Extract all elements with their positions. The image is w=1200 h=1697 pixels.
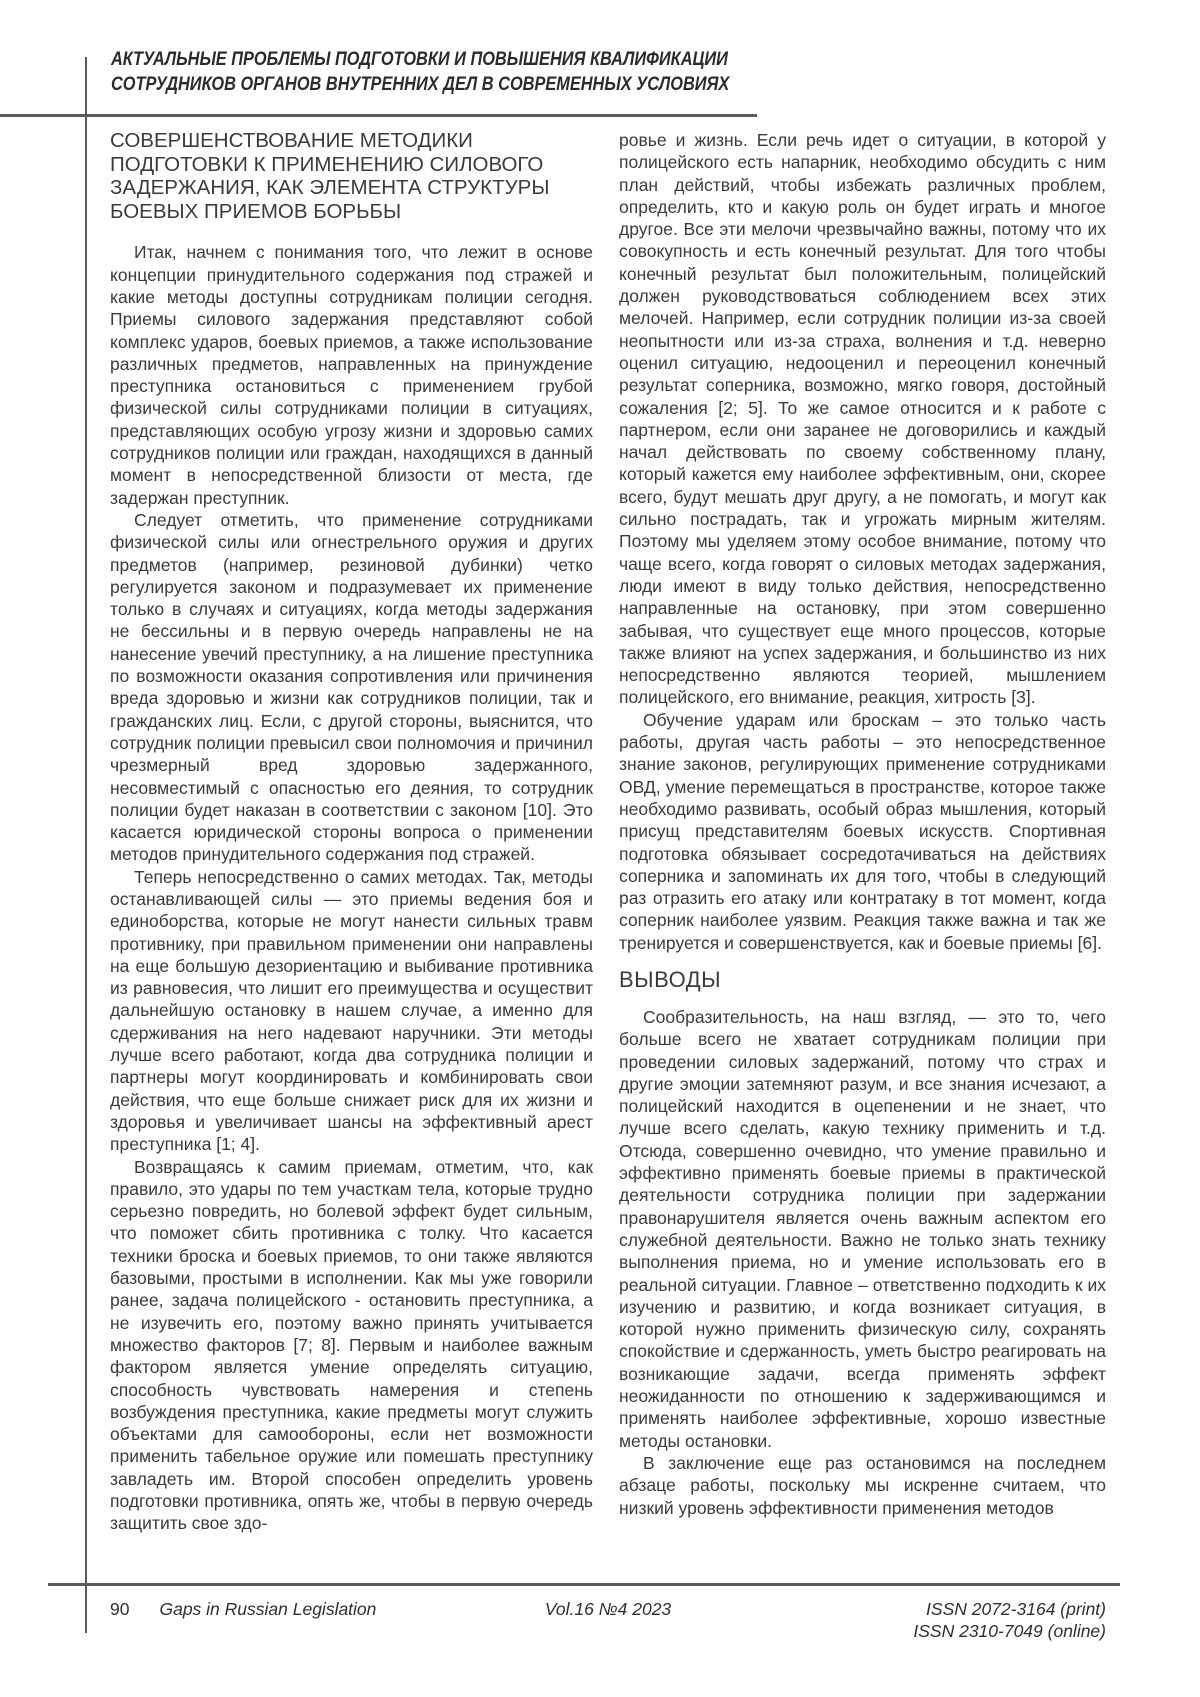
article-paragraph-continuation: ровье и жизнь. Если речь идет о ситуации, в которой у полицейского есть напарник, необходимо обсудить с ним план действий, чтобы избежать различных проблем, определить, кто и какую роль он будет играть и многое другое. Все эти мелочи чрезвычайно важны, потому что их совокупность и есть конечный результат. Для того чтобы конечный результат был положительным, полицейский должен руководствоваться соблюдением всех этих мелочей. Например, если сотрудник полиции из-за своей неопытности или из-за страха, волнения и т.д. неверно оценил ситуацию, недооценил и переоценил конечный результат соперника, возможно, мягко говоря, достойный сожаления [2; 5]. То же самое относится и к работе с партнером, если они заранее не договорились и каждый начал действовать по своему собственному плану, который кажется ему наиболее эффективным, они, скорее всего, будут мешать друг другу, а не помогать, и могут как сильно пострадать, так и угрожать мирным жителям. Поэтому мы уделяем этому особое внимание, потому что чаще всего, когда говорят о силовых методах задержания, люди имеют в виду только действия, непосредственно направленные на остановку, при этом совершенно забывая, что существует еще много процессов, которые также влияют на успех задержания, и большинство из них непосредственно являются теорией, мышлением полицейского, его внимание, реакция, хитрость [3]. bbox=[619, 130, 1106, 708]
page-number: 90 bbox=[110, 1599, 130, 1619]
article-paragraph: Сообразительность, на наш взгляд, — это то, чего больше всего не хватает сотрудникам полиции при проведении силовых задержаний, потому что страх и другие эмоции затемняют разум, и все знания исчезают, а полицейский находится в оцепенении и не знает, что лучше всего сделать, какую технику применить и т.д. Отсюда, совершенно очевидно, что умение правильно и эффективно применять боевые приемы в практической деятельности сотрудника полиции при задержании правонарушителя является очень важным аспектом его служебной деятельности. Важно не только знать технику выполнения приема, но и умение использовать его в реальной ситуации. Главное – ответственно подходить к их изучению и развитию, и когда возникает ситуация, в которой нужно применить физическую силу, сохранять спокойствие и сдержанность, уметь быстро реагировать на возникающие задачи, всегда применять эффект неожиданности по отношению к задерживающимся и применять наиболее эффективные, хорошо известные методы остановки. bbox=[619, 1006, 1106, 1451]
running-head-line-1: АКТУАЛЬНЫЕ ПРОБЛЕМЫ ПОДГОТОВКИ И ПОВЫШЕНИЯ КВАЛИФИКАЦИИ bbox=[111, 49, 728, 70]
running-head-line-2: СОТРУДНИКОВ ОРГАНОВ ВНУТРЕННИХ ДЕЛ В СОВРЕМЕННЫХ УСЛОВИЯХ bbox=[111, 73, 730, 95]
article-paragraph: Итак, начнем с понимания того, что лежит в основе концепции принудительного содержания под стражей и какие методы доступны сотрудникам полиции сегодня. Приемы силового задержания представляют собой комплекс ударов, боевых приемов, а также использование различных предметов, направленных на принуждение преступника остановиться с применением грубой физической силы сотрудниками полиции в ситуациях, представляющих особую угрозу жизни и здоровью самих сотрудников полиции или граждан, находящихся в данный момент в непосредственной близости от места, где задержан преступник. bbox=[110, 242, 593, 508]
running-head bbox=[111, 48, 729, 97]
conclusions-heading: ВЫВОДЫ bbox=[619, 966, 722, 992]
left-vertical-rule bbox=[85, 57, 87, 1633]
issn-print: ISSN 2072-3164 (print) bbox=[926, 1599, 1106, 1619]
volume-issue: Vol.16 №4 2023 bbox=[544, 1599, 672, 1619]
right-column bbox=[619, 129, 1106, 1519]
journal-title: Gaps in Russian Legislation bbox=[159, 1599, 377, 1619]
article-paragraph: Теперь непосредственно о самих методах. Так, методы останавливающей силы — это приемы ведения боя и единоборства, которые не могут нанести сильных травм противнику, при правильном применении они направлены на еще большую дезориентацию и выбивание противника из равновесия, что лишит его преимущества и осуществит дальнейшую остановку в нашем случае, а именно для сдерживания на него надевают наручники. Эти методы лучше всего работают, когда два сотрудника полиции и партнеры могут координировать и комбинировать свои действия, что еще больше снижает риск для их жизни и здоровья и увеличивает шансы на эффективный арест преступника [1; 4]. bbox=[110, 866, 593, 1155]
article-paragraph: Возвращаясь к самим приемам, отметим, что, как правило, это удары по тем участкам тела, которые трудно серьезно повредить, но болевой эффект будет сильным, что поможет сбить противника с толку. Что касается техники броска и боевых приемов, то они также являются базовыми, простыми в исполнении. Как мы уже говорили ранее, задача полицейского - остановить преступника, а не изувечить его, поэтому важно принять учитывается множество факторов [7; 8]. Первым и наиболее важным фактором является умение определять ситуацию, способность чувствовать намерения и степень возбуждения преступника, какие предметы могут служить объектами для самообороны, если нет возможности применить табельное оружие или помешать преступнику завладеть им. Второй способен определить уровень подготовки противника, опять же, чтобы в первую очередь защитить свое здо- bbox=[110, 1156, 593, 1534]
article-paragraph: В заключение еще раз остановимся на последнем абзаце работы, поскольку мы искренне считаем, что низкий уровень эффективности применения методов bbox=[619, 1452, 1106, 1518]
article-paragraph: Следует отметить, что применение сотрудниками физической силы или огнестрельного оружия и других предметов (например, резиновой дубинки) четко регулируется законом и подразумевает их применение только в случаях и ситуациях, когда методы задержания не бессильны и в первую очередь направлены не на нанесение увечий преступнику, а на лишение преступника по возможности оказания сопротивления или причинения вреда здоровью и жизни как сотрудников полиции, так и гражданских лиц. Если, с другой стороны, выяснится, что сотрудник полиции превысил свои полномочия и причинил чрезмерный вред здоровью задержанного, несовместимый с опасностью его деяния, то сотрудник полиции будет наказан в соответствии с законом [10]. Это касается юридической стороны вопроса о применении методов принудительного содержания под стражей. bbox=[110, 509, 593, 865]
page-footer bbox=[110, 1598, 1106, 1642]
footer-rule bbox=[48, 1583, 1120, 1586]
article-paragraph: Обучение ударам или броскам – это только часть работы, другая часть работы – это непосредственное знание законов, регулирующих применение сотрудниками ОВД, умение перемещаться в пространстве, которое также необходимо развивать, особый образ мышления, который присущ представителям боевых искусств. Спортивная подготовка обязывает сосредотачиваться на действиях соперника и запоминать их для того, чтобы в следующий раз отразить его атаку или контратаку в тот момент, когда соперник наиболее уязвим. Реакция также важна и так же тренируется и совершенствуется, как и боевые приемы [6]. bbox=[619, 709, 1106, 953]
issn-online: ISSN 2310-7049 (online) bbox=[913, 1621, 1106, 1641]
header-rule bbox=[0, 114, 757, 117]
article-title: СОВЕРШЕНСТВОВАНИЕ МЕТОДИКИ ПОДГОТОВКИ К ПРИМЕНЕНИЮ СИЛОВОГО ЗАДЕРЖАНИЯ, КАК ЭЛЕМЕНТА СТРУКТУРЫ БОЕВЫХ ПРИЕМОВ БОРЬБЫ bbox=[110, 129, 550, 223]
left-column bbox=[110, 129, 593, 1535]
